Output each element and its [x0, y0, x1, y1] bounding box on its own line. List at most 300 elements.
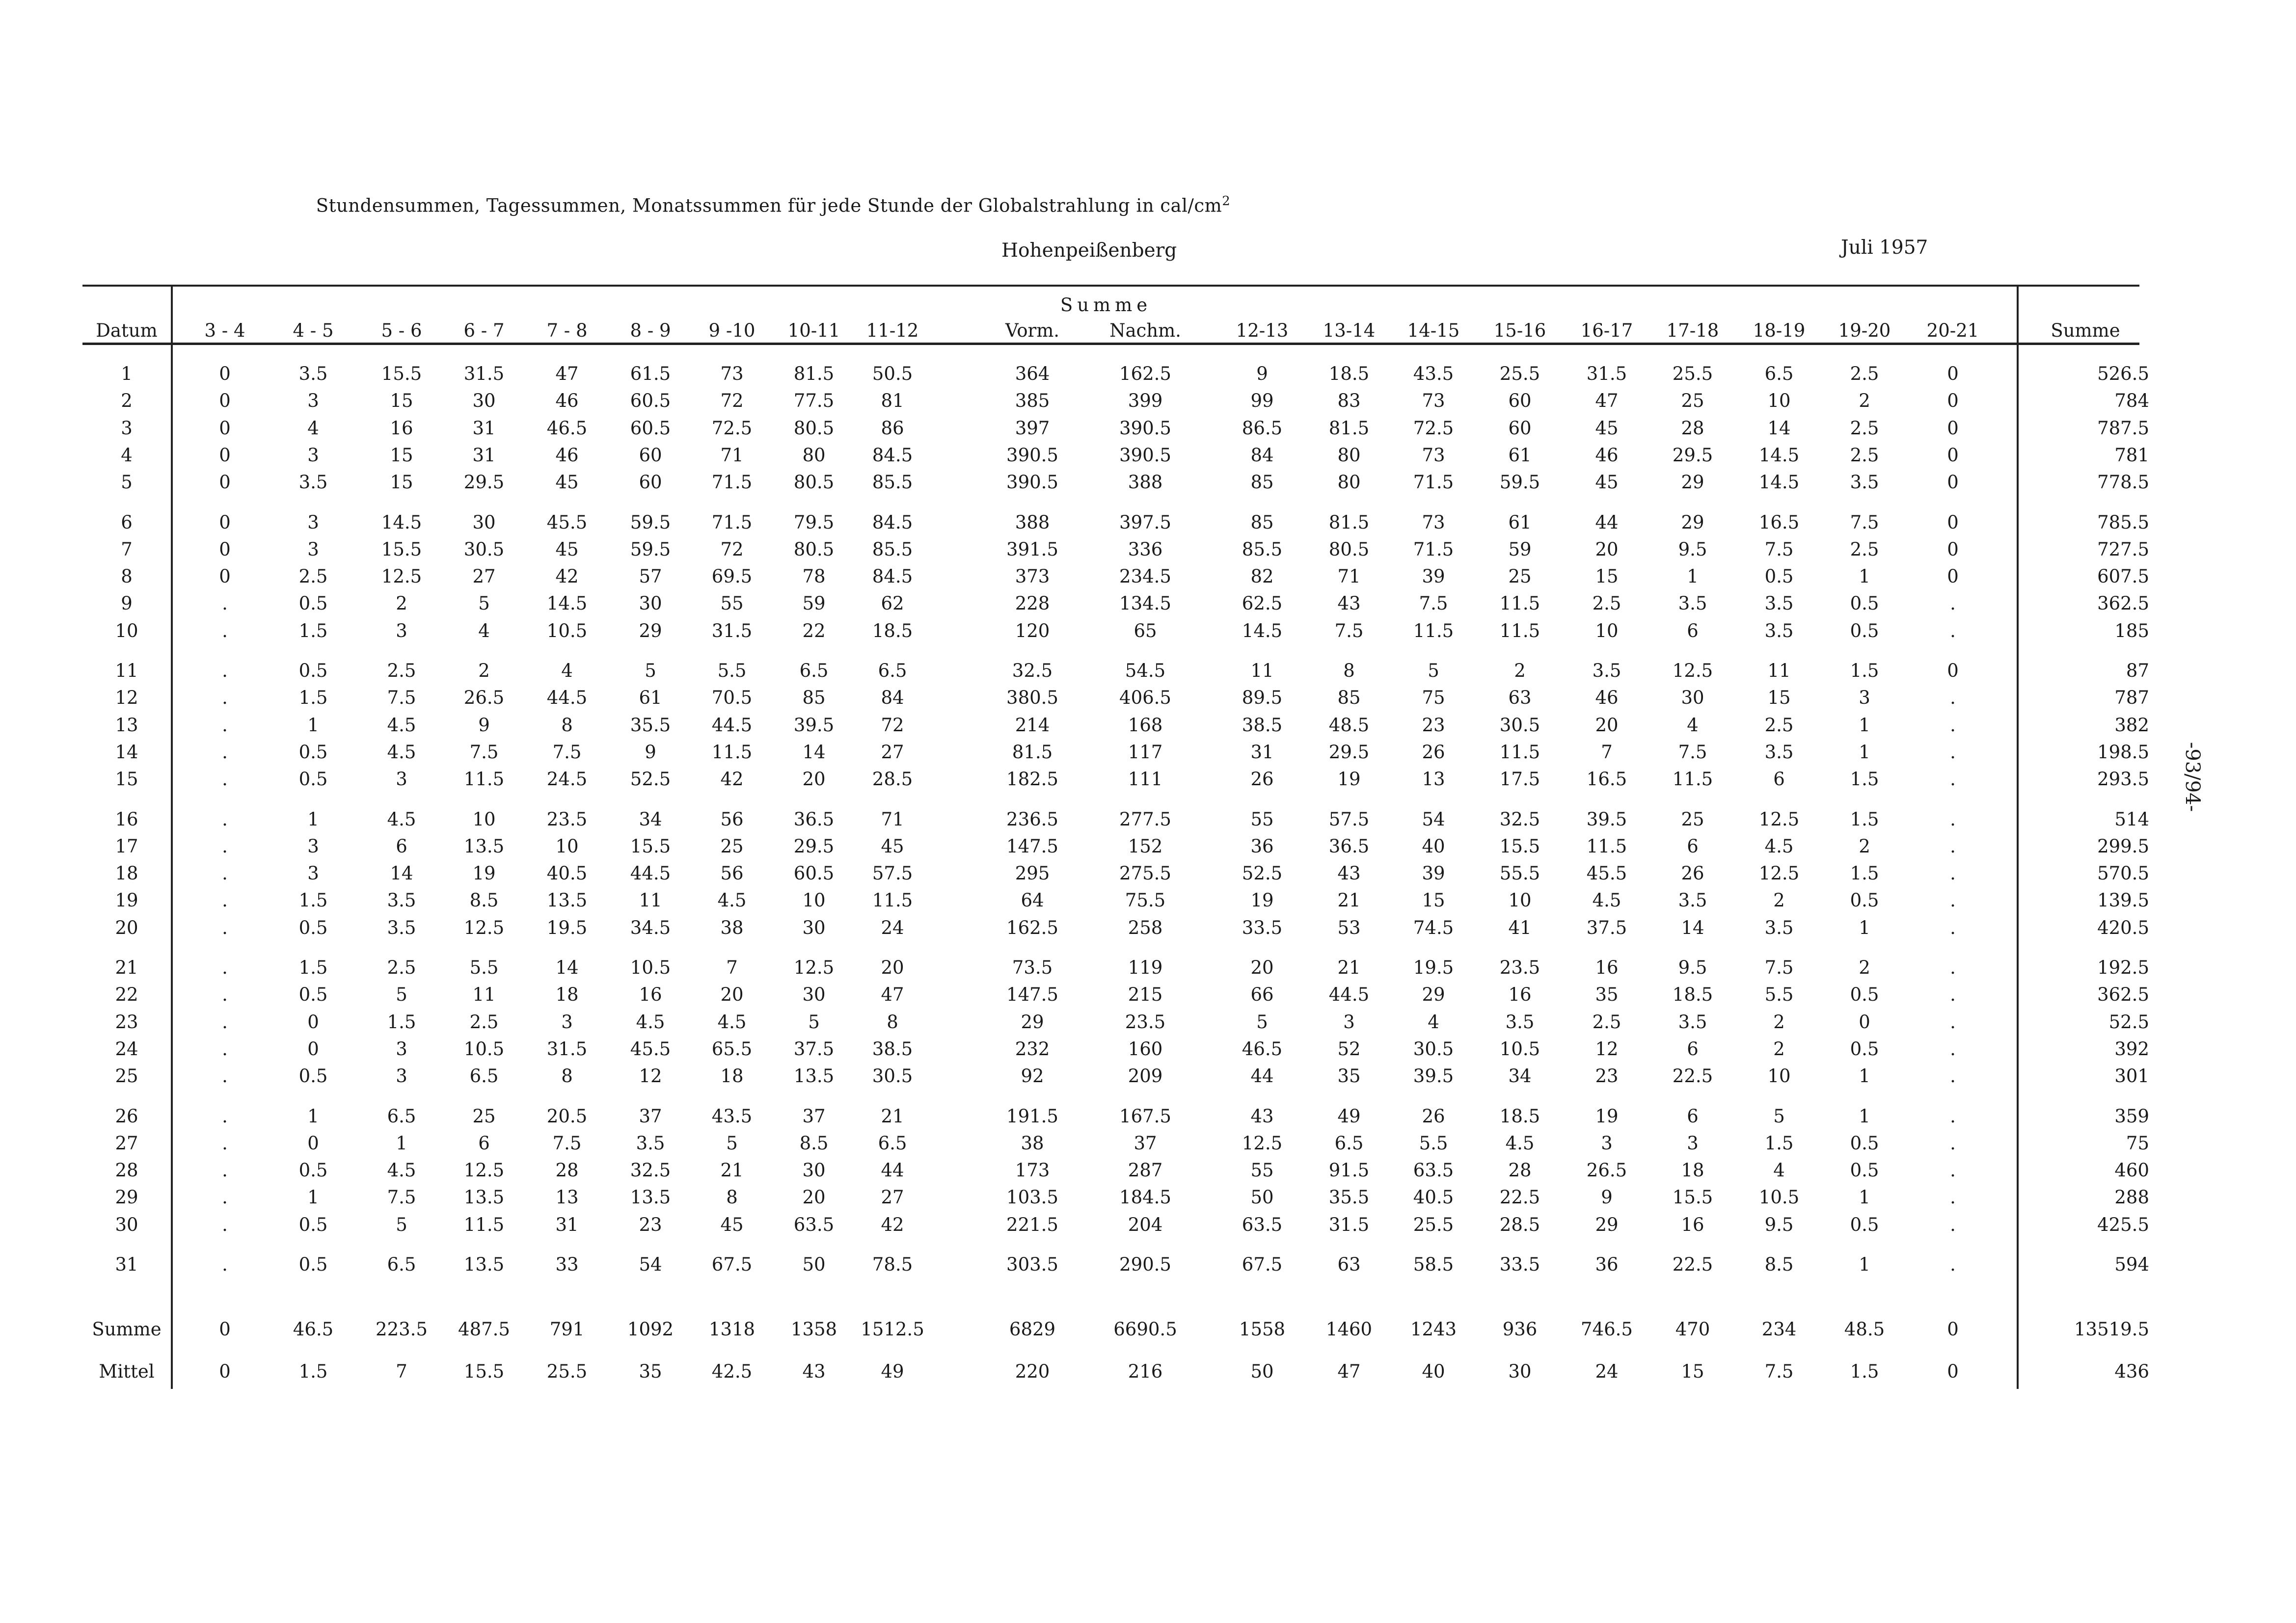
value-cell: 336	[1128, 538, 1163, 560]
value-cell: 30	[472, 511, 496, 533]
value-cell: 60	[639, 472, 662, 493]
value-cell: 1	[1687, 566, 1699, 587]
value-cell: .	[1950, 1011, 1956, 1033]
value-cell: 3	[396, 769, 407, 790]
value-cell: 45.5	[630, 1038, 671, 1060]
value-cell: 38	[1021, 1132, 1044, 1154]
value-cell: 43.5	[1413, 363, 1454, 384]
value-cell: 162.5	[1119, 363, 1171, 384]
value-cell: 134.5	[1119, 593, 1171, 614]
value-cell: .	[1950, 1254, 1956, 1275]
value-cell: 0	[1859, 1011, 1870, 1033]
value-cell: 37.5	[1586, 917, 1627, 938]
value-cell: 303.5	[1006, 1254, 1058, 1275]
value-cell: 40.5	[1413, 1187, 1454, 1208]
value-cell: 71.5	[1413, 472, 1454, 493]
summary-cell: 24	[1595, 1361, 1619, 1382]
value-cell: 1.5	[1850, 660, 1879, 681]
value-cell: 63	[1337, 1254, 1361, 1275]
summary-cell: 1.5	[1850, 1361, 1879, 1382]
date-cell: 14	[115, 741, 138, 763]
value-cell: 3.5	[387, 890, 416, 911]
value-cell: 16	[390, 417, 413, 439]
summe-cell: 785.5	[2097, 511, 2149, 533]
value-cell: 120	[1015, 620, 1050, 641]
value-cell: 14	[555, 957, 579, 978]
value-cell: 2	[1859, 957, 1870, 978]
date-cell: 26	[115, 1105, 138, 1127]
value-cell: 77.5	[793, 390, 835, 412]
value-cell: 6.5	[878, 660, 907, 681]
value-cell: 30	[639, 593, 662, 614]
summary-cell: 1318	[708, 1319, 756, 1340]
value-cell: .	[222, 957, 228, 978]
summary-cell: 15	[1681, 1361, 1704, 1382]
value-cell: .	[1950, 1132, 1956, 1154]
value-cell: 1	[1859, 917, 1870, 938]
value-cell: 11.5	[1672, 769, 1713, 790]
summe-cell: 420.5	[2097, 917, 2149, 938]
value-cell: 84	[881, 687, 904, 709]
value-cell: 39.5	[1413, 1065, 1454, 1087]
value-cell: 10	[802, 890, 826, 911]
value-cell: 25	[1681, 808, 1704, 830]
value-cell: 40.5	[546, 863, 588, 884]
value-cell: 295	[1015, 863, 1050, 884]
value-cell: 6.5	[1764, 363, 1794, 384]
value-cell: 20	[881, 957, 904, 978]
value-cell: 184.5	[1119, 1187, 1171, 1208]
value-cell: 65.5	[711, 1038, 753, 1060]
value-cell: 29	[1681, 472, 1704, 493]
value-cell: 26.5	[1586, 1160, 1627, 1181]
value-cell: .	[1950, 808, 1956, 830]
value-cell: 0	[1947, 390, 1959, 412]
value-cell: 23	[639, 1214, 662, 1235]
summary-cell: 1558	[1239, 1319, 1286, 1340]
value-cell: .	[222, 593, 228, 614]
column-header: 13-14	[1323, 320, 1376, 341]
value-cell: 32.5	[1499, 808, 1540, 830]
value-cell: 60.5	[793, 863, 835, 884]
value-cell: 385	[1015, 390, 1050, 412]
summary-cell: 936	[1502, 1319, 1538, 1340]
value-cell: 19	[472, 863, 496, 884]
value-cell: 81.5	[1328, 417, 1370, 439]
value-cell: 13.5	[630, 1187, 671, 1208]
value-cell: .	[222, 1132, 228, 1154]
period-label: Juli 1957	[1841, 237, 1928, 259]
value-cell: 14.5	[1758, 444, 1800, 466]
value-cell: 54	[1422, 808, 1445, 830]
value-cell: 4.5	[1505, 1132, 1535, 1154]
value-cell: 3.5	[1764, 593, 1794, 614]
value-cell: 31	[1250, 741, 1274, 763]
value-cell: 0.5	[298, 1065, 328, 1087]
value-cell: 46	[1595, 687, 1619, 709]
summary-cell: 0	[1947, 1361, 1959, 1382]
value-cell: 173	[1015, 1160, 1050, 1181]
value-cell: 12	[639, 1065, 662, 1087]
value-cell: 0	[1947, 472, 1959, 493]
value-cell: 0	[219, 511, 231, 533]
value-cell: 8.5	[1764, 1254, 1794, 1275]
value-cell: 29	[1422, 984, 1445, 1006]
value-cell: .	[222, 741, 228, 763]
value-cell: 25.5	[1413, 1214, 1454, 1235]
value-cell: 28	[1508, 1160, 1532, 1181]
date-cell: 15	[115, 769, 138, 790]
value-cell: 63.5	[793, 1214, 835, 1235]
value-cell: 92	[1021, 1065, 1044, 1087]
column-header: 17-18	[1666, 320, 1719, 341]
value-cell: 45	[1595, 472, 1619, 493]
value-cell: 62	[881, 593, 904, 614]
value-cell: 65	[1134, 620, 1157, 641]
date-cell: 2	[121, 390, 133, 412]
value-cell: 5	[478, 593, 490, 614]
value-cell: 8	[887, 1011, 898, 1033]
value-cell: 0.5	[298, 1254, 328, 1275]
summary-cell: 1358	[790, 1319, 837, 1340]
value-cell: 43	[1250, 1105, 1274, 1127]
value-cell: 0.5	[1850, 620, 1879, 641]
value-cell: 61.5	[630, 363, 671, 384]
value-cell: 66	[1250, 984, 1274, 1006]
value-cell: 10	[1767, 1065, 1791, 1087]
value-cell: 7.5	[1850, 511, 1879, 533]
date-cell: 13	[115, 714, 138, 736]
value-cell: 5	[1773, 1105, 1785, 1127]
value-cell: 0	[219, 472, 231, 493]
value-cell: 13.5	[463, 1187, 505, 1208]
value-cell: 80.5	[793, 417, 835, 439]
value-cell: 4.5	[387, 808, 416, 830]
value-cell: 4.5	[1764, 835, 1794, 857]
date-cell: 5	[121, 472, 133, 493]
value-cell: 258	[1128, 917, 1163, 938]
value-cell: 2.5	[1850, 538, 1879, 560]
value-cell: 73	[1422, 511, 1445, 533]
value-cell: 6.5	[799, 660, 829, 681]
value-cell: 3	[561, 1011, 573, 1033]
value-cell: 18	[555, 984, 579, 1006]
value-cell: .	[1950, 984, 1956, 1006]
value-cell: 14	[390, 863, 413, 884]
value-cell: 9.5	[1764, 1214, 1794, 1235]
value-cell: 21	[720, 1160, 744, 1181]
value-cell: 228	[1015, 593, 1050, 614]
value-cell: 20.5	[546, 1105, 588, 1127]
value-cell: 39	[1422, 863, 1445, 884]
value-cell: 3.5	[298, 363, 328, 384]
value-cell: 3.5	[1850, 472, 1879, 493]
value-cell: 27	[881, 1187, 904, 1208]
value-cell: 3.5	[1764, 917, 1794, 938]
value-cell: 78	[802, 566, 826, 587]
value-cell: 4.5	[717, 890, 747, 911]
value-cell: 373	[1015, 566, 1050, 587]
date-cell: 25	[115, 1065, 138, 1087]
value-cell: 20	[802, 1187, 826, 1208]
summe-cell: 359	[2114, 1105, 2149, 1127]
column-header: 10-11	[787, 320, 840, 341]
column-header: 20-21	[1926, 320, 1979, 341]
value-cell: 79.5	[793, 511, 835, 533]
value-cell: 9	[645, 741, 656, 763]
summary-cell: 42.5	[711, 1361, 753, 1382]
value-cell: 11.5	[463, 769, 505, 790]
value-cell: 30.5	[463, 538, 505, 560]
value-cell: 11.5	[711, 741, 753, 763]
value-cell: 5.5	[1764, 984, 1794, 1006]
value-cell: 7.5	[469, 741, 499, 763]
date-cell: 28	[115, 1160, 138, 1181]
value-cell: 26	[1422, 741, 1445, 763]
value-cell: 390.5	[1006, 444, 1058, 466]
value-cell: 10.5	[463, 1038, 505, 1060]
value-cell: 80.5	[793, 472, 835, 493]
value-cell: 10	[1595, 620, 1619, 641]
value-cell: 53	[1337, 917, 1361, 938]
value-cell: 73	[720, 363, 744, 384]
value-cell: 6	[396, 835, 407, 857]
value-cell: 6	[1687, 1105, 1699, 1127]
summary-cell: 46.5	[293, 1319, 334, 1340]
value-cell: .	[222, 1065, 228, 1087]
value-cell: 54.5	[1125, 660, 1166, 681]
value-cell: 25	[472, 1105, 496, 1127]
value-cell: 14	[1767, 417, 1791, 439]
column-header: Datum	[96, 320, 158, 341]
value-cell: 52	[1337, 1038, 1361, 1060]
value-cell: 2.5	[1592, 1011, 1621, 1033]
value-cell: 85	[1337, 687, 1361, 709]
value-cell: 70.5	[711, 687, 753, 709]
value-cell: 3	[307, 835, 319, 857]
value-cell: 1	[1859, 1254, 1870, 1275]
date-cell: 27	[115, 1132, 138, 1154]
value-cell: 12.5	[793, 957, 835, 978]
value-cell: 5	[808, 1011, 820, 1033]
value-cell: .	[222, 660, 228, 681]
value-cell: 45.5	[1586, 863, 1627, 884]
column-header: 12-13	[1236, 320, 1289, 341]
summary-cell: 0	[219, 1319, 231, 1340]
column-header: 16-17	[1580, 320, 1633, 341]
value-cell: 57.5	[1328, 808, 1370, 830]
column-header: 14-15	[1407, 320, 1460, 341]
value-cell: 11.5	[1499, 741, 1540, 763]
value-cell: 30	[802, 917, 826, 938]
value-cell: 1	[1859, 566, 1870, 587]
value-cell: 30	[1681, 687, 1704, 709]
value-cell: 0	[1947, 363, 1959, 384]
value-cell: 5	[396, 984, 407, 1006]
value-cell: .	[1950, 957, 1956, 978]
value-cell: 20	[1250, 957, 1274, 978]
value-cell: 209	[1128, 1065, 1163, 1087]
value-cell: 15.5	[1672, 1187, 1713, 1208]
value-cell: 9.5	[1678, 538, 1707, 560]
value-cell: 71.5	[711, 511, 753, 533]
value-cell: 5.5	[1419, 1132, 1448, 1154]
value-cell: 0.5	[1850, 1214, 1879, 1235]
value-cell: 21	[1337, 957, 1361, 978]
value-cell: 30	[472, 390, 496, 412]
summe-cell: 514	[2114, 808, 2149, 830]
value-cell: 11.5	[1413, 620, 1454, 641]
value-cell: 55	[1250, 1160, 1274, 1181]
value-cell: 91.5	[1328, 1160, 1370, 1181]
summary-cell: 1512.5	[861, 1319, 924, 1340]
value-cell: 23	[1595, 1065, 1619, 1087]
value-cell: 2.5	[298, 566, 328, 587]
value-cell: .	[222, 769, 228, 790]
value-cell: .	[222, 863, 228, 884]
value-cell: .	[222, 1214, 228, 1235]
value-cell: 81.5	[1012, 741, 1053, 763]
value-cell: 40	[1422, 835, 1445, 857]
value-cell: 1	[1859, 1187, 1870, 1208]
value-cell: 54	[639, 1254, 662, 1275]
date-cell: 8	[121, 566, 133, 587]
value-cell: 60	[639, 444, 662, 466]
value-cell: 2.5	[469, 1011, 499, 1033]
value-cell: 16	[1595, 957, 1619, 978]
value-cell: 7.5	[387, 1187, 416, 1208]
value-cell: 0	[219, 538, 231, 560]
value-cell: 26	[1422, 1105, 1445, 1127]
value-cell: 2.5	[1592, 593, 1621, 614]
value-cell: 3	[307, 863, 319, 884]
value-cell: 1	[307, 1187, 319, 1208]
value-cell: 22.5	[1672, 1254, 1713, 1275]
value-cell: 31	[472, 444, 496, 466]
value-cell: 25	[1681, 390, 1704, 412]
value-cell: 15	[390, 472, 413, 493]
value-cell: 18.5	[1499, 1105, 1540, 1127]
value-cell: 1.5	[1850, 863, 1879, 884]
value-cell: 55	[720, 593, 744, 614]
value-cell: 13.5	[546, 890, 588, 911]
value-cell: 31.5	[463, 363, 505, 384]
value-cell: 8	[1343, 660, 1355, 681]
value-cell: .	[1950, 1160, 1956, 1181]
value-cell: 14	[1681, 917, 1704, 938]
value-cell: 11.5	[463, 1214, 505, 1235]
summary-cell: 30	[1508, 1361, 1532, 1382]
value-cell: 215	[1128, 984, 1163, 1006]
summe-cell: 192.5	[2097, 957, 2149, 978]
value-cell: 277.5	[1119, 808, 1171, 830]
date-cell: 24	[115, 1038, 138, 1060]
value-cell: 6.5	[1334, 1132, 1364, 1154]
value-cell: 59.5	[630, 511, 671, 533]
date-cell: 18	[115, 863, 138, 884]
value-cell: 0	[307, 1038, 319, 1060]
value-cell: 67.5	[711, 1254, 753, 1275]
value-cell: 59	[1508, 538, 1532, 560]
value-cell: 15	[1595, 566, 1619, 587]
value-cell: 56	[720, 863, 744, 884]
value-cell: 27	[472, 566, 496, 587]
summary-cell: 1243	[1410, 1319, 1457, 1340]
value-cell: 9.5	[1678, 957, 1707, 978]
value-cell: 3	[396, 1038, 407, 1060]
value-cell: 36	[1250, 835, 1274, 857]
value-cell: 99	[1250, 390, 1274, 412]
value-cell: 16.5	[1758, 511, 1800, 533]
value-cell: 0.5	[1764, 566, 1794, 587]
value-cell: 14.5	[1758, 472, 1800, 493]
summe-cell: 301	[2114, 1065, 2149, 1087]
value-cell: 4	[307, 417, 319, 439]
date-cell: 3	[121, 417, 133, 439]
column-header: 5 - 6	[381, 320, 422, 341]
value-cell: 3.5	[1764, 620, 1794, 641]
value-cell: 3.5	[1678, 593, 1707, 614]
value-cell: 9	[1256, 363, 1268, 384]
value-cell: 84.5	[872, 511, 913, 533]
column-header: Nachm.	[1109, 320, 1181, 341]
value-cell: 10.5	[1758, 1187, 1800, 1208]
value-cell: 7	[726, 957, 738, 978]
value-cell: 58.5	[1413, 1254, 1454, 1275]
value-cell: 74.5	[1413, 917, 1454, 938]
value-cell: 34	[639, 808, 662, 830]
value-cell: 0.5	[1850, 984, 1879, 1006]
value-cell: 13	[555, 1187, 579, 1208]
value-cell: .	[1950, 1187, 1956, 1208]
summe-column-rule	[2017, 285, 2019, 1389]
value-cell: 1.5	[298, 687, 328, 709]
value-cell: 85.5	[872, 472, 913, 493]
value-cell: 0	[1947, 511, 1959, 533]
value-cell: 11	[472, 984, 496, 1006]
value-cell: 49	[1337, 1105, 1361, 1127]
value-cell: 63	[1508, 687, 1532, 709]
value-cell: 7	[1601, 741, 1613, 763]
value-cell: 7.5	[552, 741, 582, 763]
summe-cell: 425.5	[2097, 1214, 2149, 1235]
value-cell: 35	[1337, 1065, 1361, 1087]
value-cell: 7.5	[1334, 620, 1364, 641]
value-cell: 61	[1508, 511, 1532, 533]
value-cell: 31.5	[711, 620, 753, 641]
value-cell: 232	[1015, 1038, 1050, 1060]
column-header: 7 - 8	[546, 320, 588, 341]
value-cell: 4	[1773, 1160, 1785, 1181]
summe-cell: 778.5	[2097, 472, 2149, 493]
value-cell: 50.5	[872, 363, 913, 384]
value-cell: 47	[881, 984, 904, 1006]
value-cell: 3	[1343, 1011, 1355, 1033]
table-header-rule	[82, 343, 2139, 345]
value-cell: 0	[307, 1011, 319, 1033]
value-cell: 12.5	[1672, 660, 1713, 681]
value-cell: 0	[219, 417, 231, 439]
value-cell: 44.5	[1328, 984, 1370, 1006]
value-cell: 35	[1595, 984, 1619, 1006]
value-cell: 72	[720, 538, 744, 560]
summary-cell: 6690.5	[1113, 1319, 1177, 1340]
summary-cell: 48.5	[1844, 1319, 1885, 1340]
value-cell: 1	[307, 714, 319, 736]
value-cell: 31.5	[1586, 363, 1627, 384]
summary-cell: 7	[396, 1361, 407, 1382]
value-cell: 11.5	[1499, 593, 1540, 614]
